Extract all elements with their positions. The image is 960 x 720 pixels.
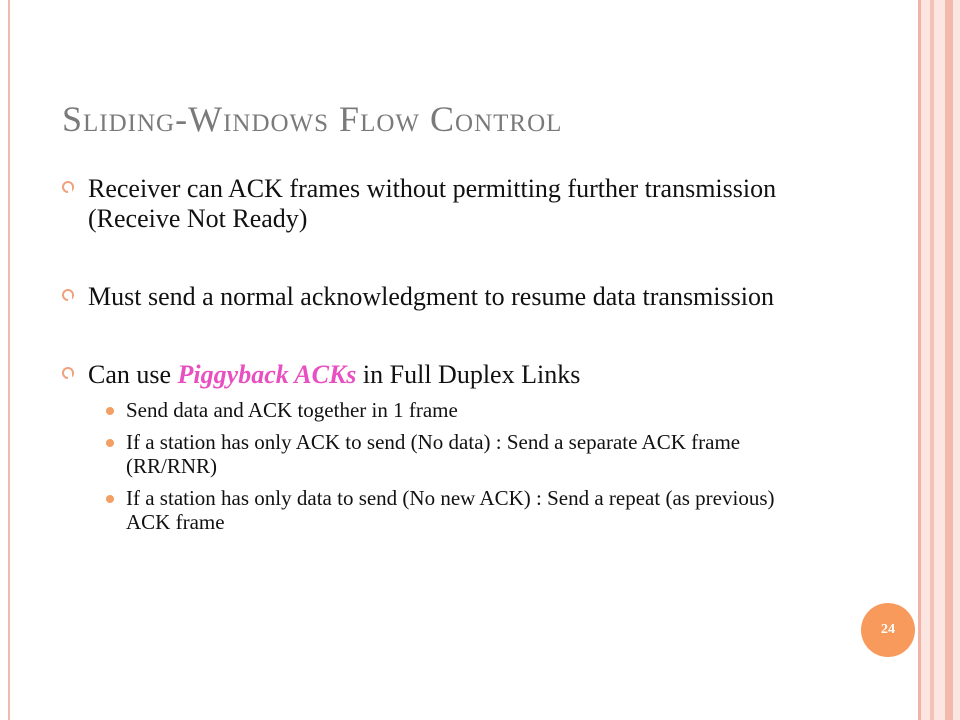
filled-dot-bullet-icon — [106, 495, 114, 503]
sub-bullet-item — [62, 398, 822, 422]
open-circle-bullet-icon — [62, 289, 74, 301]
bullet-text-before: Can use — [88, 360, 178, 389]
bullet-text: Must send a normal acknowledgment to resume data transmission — [88, 282, 774, 311]
filled-dot-bullet-icon — [106, 407, 114, 415]
bullet-text: Receiver can ACK frames without permitting further transmission (Receive Not Ready) — [88, 174, 777, 233]
bullet-text-after: in Full Duplex Links — [356, 360, 581, 389]
sub-bullet-item — [62, 486, 822, 534]
page-number-badge: 24 — [861, 603, 915, 657]
slide-title: Sliding-Windows Flow Control — [62, 99, 563, 139]
open-circle-bullet-icon — [62, 181, 74, 193]
bullet-item — [62, 174, 822, 234]
sub-bullet-item — [62, 430, 822, 478]
sub-bullet-text: Send data and ACK together in 1 frame — [126, 398, 458, 422]
bullet-item — [62, 360, 822, 390]
right-decor-stripe — [945, 0, 953, 720]
right-decor-stripe — [930, 0, 934, 720]
left-border-line — [8, 0, 10, 720]
bullet-item — [62, 282, 822, 312]
right-decor-panel — [918, 0, 960, 720]
slide-content — [62, 170, 822, 534]
sub-bullet-text: If a station has only data to send (No new ACK) : Send a repeat (as previous) ACK frame — [126, 486, 775, 534]
open-circle-bullet-icon — [62, 367, 74, 379]
right-decor-stripe — [918, 0, 921, 720]
filled-dot-bullet-icon — [106, 439, 114, 447]
sub-bullet-text: If a station has only ACK to send (No data) : Send a separate ACK frame (RR/RNR) — [126, 430, 741, 478]
emphasized-term: Piggyback ACKs — [177, 360, 357, 389]
